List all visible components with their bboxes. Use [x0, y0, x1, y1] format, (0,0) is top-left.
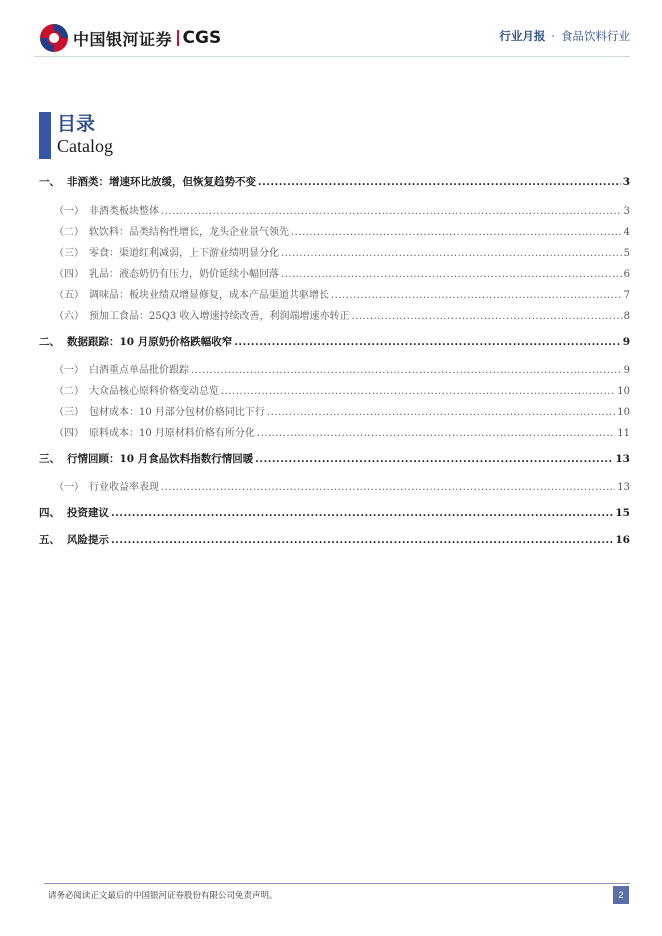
toc-entry-title: 预加工食品：25Q3 收入增速持续改善，利润端增速亦转正	[89, 311, 350, 322]
toc-entry-number: 四、	[39, 507, 60, 519]
toc-entry-page: 3	[622, 176, 630, 188]
toc-entry-page: 5	[623, 248, 630, 259]
toc-entry-number: （三）	[54, 248, 84, 259]
toc-entry-number: （五）	[54, 290, 84, 301]
toc-entry-title: 非酒类板块整体	[89, 206, 159, 217]
toc-entry-title: 数据跟踪：10 月原奶价格跌幅收窄	[67, 336, 233, 348]
toc-entry-number: （一）	[54, 365, 84, 376]
toc-accent-bar	[39, 112, 51, 159]
header-divider	[34, 56, 630, 57]
toc-entry[interactable]	[39, 451, 630, 466]
toc-leader-dots	[281, 269, 622, 280]
toc-leader-dots	[234, 336, 620, 348]
toc-entry-number: （二）	[54, 386, 84, 397]
toc-entry-page: 8	[623, 311, 630, 322]
toc-subentry[interactable]	[39, 424, 630, 439]
toc-title-cn: 目录	[57, 113, 96, 135]
toc-entry-title: 调味品：板块业绩双增显修复，成本产品渠道共驱增长	[89, 290, 329, 301]
toc-entry-title: 原料成本：10 月原材料价格有所分化	[89, 428, 255, 439]
toc-entry-title: 投资建议	[67, 507, 109, 519]
toc-entry-number: 二、	[39, 336, 60, 348]
logo-text-cn: 中国银河证券	[73, 29, 173, 49]
toc-leader-dots	[161, 482, 615, 493]
toc-leader-dots	[281, 248, 622, 259]
toc-subentry[interactable]	[39, 202, 630, 217]
toc-entry-title: 乳品：液态奶仍有压力，奶价延续小幅回落	[89, 269, 279, 280]
toc-entry-page: 10	[617, 386, 630, 397]
toc-entry-number: 五、	[39, 534, 60, 546]
toc-leader-dots	[111, 507, 613, 519]
toc-leader-dots	[331, 290, 622, 301]
toc-entry-page: 16	[615, 534, 630, 546]
logo-divider	[177, 30, 179, 46]
toc-entry-number: 三、	[39, 453, 60, 465]
toc-entry[interactable]	[39, 174, 630, 189]
toc-entry[interactable]	[39, 532, 630, 547]
footer-disclaimer: 请务必阅读正文最后的中国银河证券股份有限公司免责声明。	[48, 891, 278, 901]
toc-entry-page: 10	[617, 407, 630, 418]
toc-leader-dots	[291, 227, 622, 238]
toc-entry-page: 9	[623, 365, 630, 376]
page-number-badge: 2	[613, 886, 629, 904]
toc-entry-page: 13	[617, 482, 630, 493]
toc-subentry[interactable]	[39, 478, 630, 493]
toc-leader-dots	[351, 311, 621, 322]
toc-entry-page: 6	[623, 269, 630, 280]
report-meta	[499, 28, 630, 44]
toc-entry-page: 7	[623, 290, 630, 301]
toc-entry-number: （一）	[54, 482, 84, 493]
company-logo	[39, 23, 221, 53]
toc-entry-number: （三）	[54, 407, 84, 418]
footer-divider	[44, 883, 630, 884]
toc-entry-number: （一）	[54, 206, 84, 217]
toc-leader-dots	[161, 206, 622, 217]
toc-entry-title: 风险提示	[67, 534, 109, 546]
toc-entry-title: 软饮料：品类结构性增长，龙头企业景气领先	[89, 227, 289, 238]
toc-subentry[interactable]	[39, 223, 630, 238]
toc-subentry[interactable]	[39, 265, 630, 280]
toc-leader-dots	[221, 386, 615, 397]
toc-leader-dots	[255, 453, 613, 465]
toc-leader-dots	[267, 407, 615, 418]
report-type: 行业月报	[499, 29, 546, 43]
toc-entry-title: 非酒类：增速环比放缓，但恢复趋势不变	[67, 176, 256, 188]
page-header	[0, 0, 662, 62]
toc-entry-page: 9	[622, 336, 630, 348]
toc-leader-dots	[191, 365, 622, 376]
toc-entry-page: 15	[615, 507, 630, 519]
toc-subentry[interactable]	[39, 307, 630, 322]
toc-entry-title: 白酒重点单品批价跟踪	[89, 365, 189, 376]
toc-entry-title: 行情回顾：10 月食品饮料指数行情回暖	[67, 453, 254, 465]
toc-entry-title: 行业收益率表现	[89, 482, 159, 493]
logo-text-en: CGS	[182, 28, 222, 48]
toc-entry-title: 包材成本：10 月部分包材价格同比下行	[89, 407, 265, 418]
toc-subentry[interactable]	[39, 361, 630, 376]
toc-entry-page: 11	[617, 428, 630, 439]
toc-entry-number: 一、	[39, 176, 60, 188]
toc-leader-dots	[111, 534, 613, 546]
toc-subentry[interactable]	[39, 403, 630, 418]
toc-entry-title: 大众品核心原料价格变动总览	[89, 386, 219, 397]
toc-entry-number: （二）	[54, 227, 84, 238]
toc-entry-number: （四）	[54, 269, 84, 280]
toc-subentry[interactable]	[39, 244, 630, 259]
toc-subentry[interactable]	[39, 286, 630, 301]
toc-entry[interactable]	[39, 334, 630, 349]
industry-name: 食品饮料行业	[561, 29, 630, 43]
toc-entry-title: 零食：渠道红利减弱，上下游业绩明显分化	[89, 248, 279, 259]
cgs-logo-icon	[39, 23, 69, 53]
toc-entry-page: 4	[623, 227, 630, 238]
toc-entry-page: 3	[623, 206, 630, 217]
meta-separator: ·	[551, 29, 555, 43]
toc-entry-number: （六）	[54, 311, 84, 322]
toc-entry-number: （四）	[54, 428, 84, 439]
toc-leader-dots	[257, 428, 615, 439]
toc-subentry[interactable]	[39, 382, 630, 397]
toc-entry[interactable]	[39, 505, 630, 520]
toc-entry-page: 13	[615, 453, 630, 465]
toc-title-en: Catalog	[57, 136, 113, 156]
toc-leader-dots	[258, 176, 621, 188]
